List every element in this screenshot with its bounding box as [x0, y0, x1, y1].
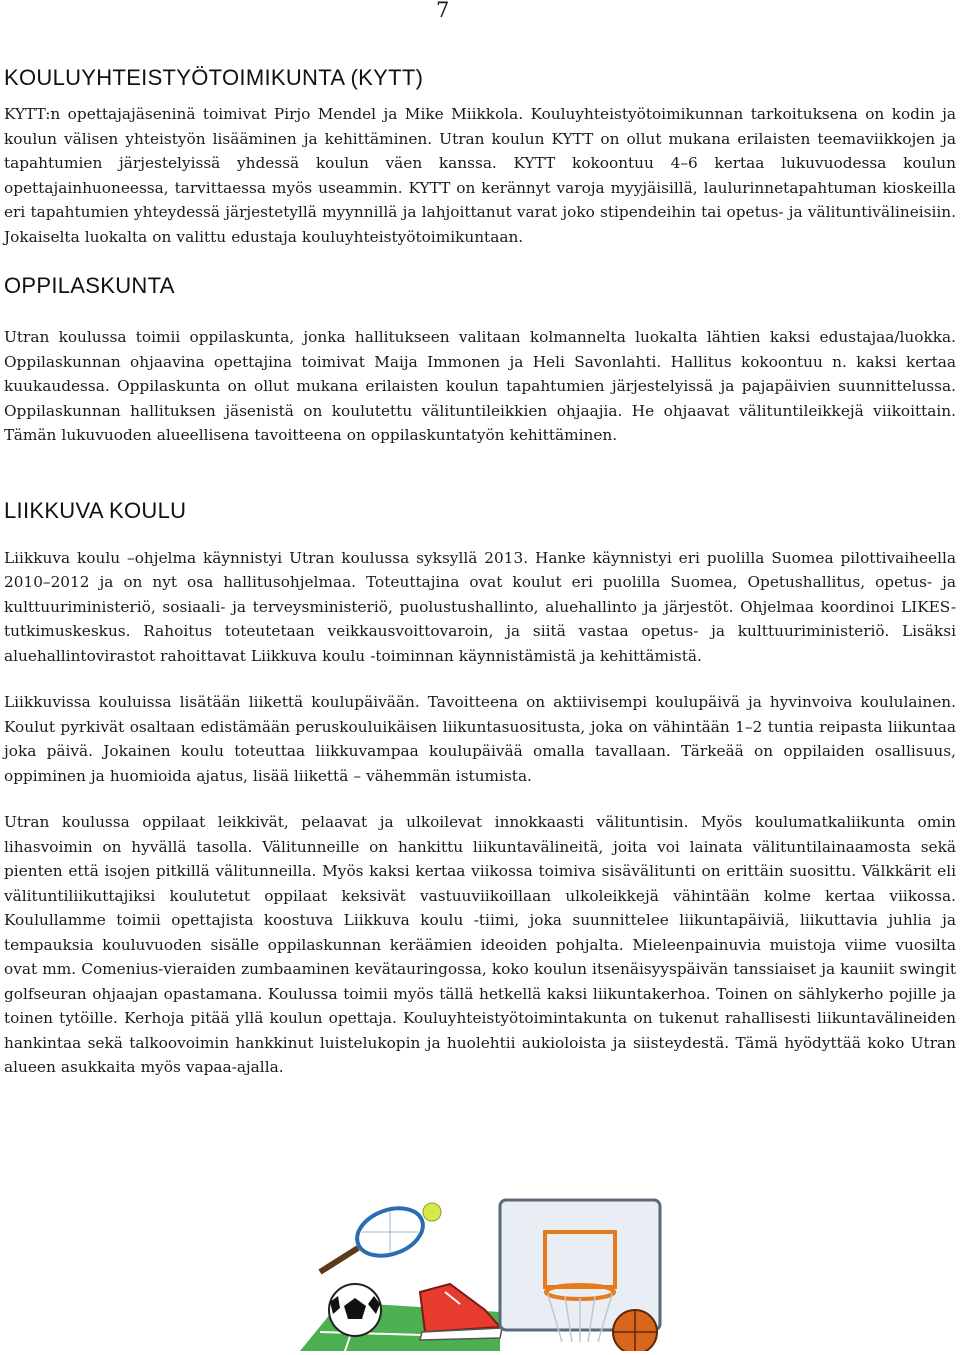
- document-body: [4, 60, 956, 1080]
- soccer-ball-icon: [329, 1284, 381, 1336]
- liikkuva-paragraph-3: Utran koulussa oppilaat leikkivät, pelaavat ja ulkoilevat innokkaasti välituntisin. Myös koulumatkaliikunta omin lihasvoimin on hyvällä tasolla. Välitunneille on hankittu liikuntavälineitä, joita voi lainata välituntilainaamosta sekä pienten että isojen pitkillä välitunneilla. Myös kaksi kertaa viikossa toimiva sisävälitunti on erittäin suosittu. Välkkärit eli välituntiliikuttajiksi koulutetut oppilaat keksivät vastuuviikoillaan ulkoleikkejä vähintään kolme kertaa viikossa. Koulullamme toimii opettajista koostuva Liikkuva koulu -tiimi, joka suunnittelee liikuntapäiviä, liikuttavia juhlia ja tempauksia kouluvuoden sisälle oppilaskunnan keräämien ideoiden pohjalta. Mieleenpainuvia muistoja viime vuosilta ovat mm. Comenius-vieraiden zumbaaminen kevätauringossa, koko koulun itsenäisyyspäivän tanssiaiset ja kauniit swingit golfseuran ohjaajan opastamana. Koulussa toimii myös tällä hetkellä kaksi liikuntakerhoa. Toinen on sählykerho pojille ja toinen tytöille. Kerhoja pitää yllä koulun opettaja. Kouluyhteistyötoimintakunta on tukenut rahallisesti liikuntavälineiden hankintaa sekä talkoovoimin hankkinut luistelukopin ja huolehtii aukioloista ja siisteydestä. Tämä hyödyttää koko Utran alueen asukkaita myös vapaa-ajalla.: [4, 813, 956, 1076]
- sports-clipart: [300, 1192, 670, 1351]
- tennis-racket-icon: [320, 1200, 441, 1272]
- page-number: 7: [436, 0, 450, 22]
- oppilaskunta-paragraph: Utran koulussa toimii oppilaskunta, jonka hallitukseen valitaan kolmannelta luokalta lähtien kaksi edustajaa/luokka. Oppilaskunnan ohjaavina opettajina toimivat Maija Immonen ja Heli Savonlahti. Hallitus kokoontuu n. kaksi kertaa kuukaudessa. Oppilaskunta on ollut mukana erilaisten koulun tapahtumien järjestelyissä ja pajapäivien suunnittelussa. Oppilaskunnan hallituksen jäsenistä on koulutettu välituntileikkien ohjaajia. He ohjaavat välituntileikkejä viikoittain. Tämän lukuvuoden alueellisena tavoitteena on oppilaskuntatyön kehittäminen.: [4, 328, 956, 444]
- section-oppilaskunta: [4, 273, 956, 448]
- kytt-paragraph: KYTT:n opettajajäseninä toimivat Pirjo Mendel ja Mike Miikkola. Kouluyhteistyötoimikunnan tarkoituksena on kodin ja koulun välisen yhteistyön lisääminen ja kehittäminen. Utran koulun KYTT on ollut mukana erilaisten teemaviikkojen ja tapahtumien järjestelyissä yhdessä koulun väen kanssa. KYTT kokoontuu 4–6 kertaa lukuvuodessa koulun opettajainhuoneessa, tarvittaessa myös useammin. KYTT on kerännyt varoja myyjäisillä, laulurinnetapahtuman kioskeilla eri tapahtumien yhteydessä järjestetyllä myynnillä ja lahjoittanut varat joko stipendeihin tai opetus- ja välituntivälineisiin. Jokaiselta luokalta on valittu edustaja kouluyhteistyötoimikuntaan.: [4, 105, 956, 246]
- liikkuva-paragraph-2: Liikkuvissa kouluissa lisätään liikettä koulupäivään. Tavoitteena on aktiivisempi koulupäivä ja hyvinvoiva koululainen. Koulut pyrkivät osaltaan edistämään peruskouluikäisen liikuntasuositusta, joka on vähintään 1–2 tuntia reipasta liikuntaa joka päivä. Jokainen koulu toteuttaa liikkuvampaa koulupäivää omalla tavallaan. Tärkeää on oppilaiden osallisuus, oppiminen ja huomioida ajatus, lisää liikettä – vähemmän istumista.: [4, 693, 956, 785]
- liikkuva-koulu-heading: LIIKKUVA KOULU: [4, 497, 187, 523]
- section-kytt: [4, 65, 956, 249]
- section-liikkuva-koulu: [4, 498, 956, 1080]
- sports-illustration: [300, 1192, 670, 1351]
- kytt-heading: KOULUYHTEISTYÖTOIMIKUNTA (KYTT): [4, 65, 424, 90]
- liikkuva-paragraph-1: Liikkuva koulu –ohjelma käynnistyi Utran koulussa syksyllä 2013. Hanke käynnistyi eri puolilla Suomea pilottivaiheella 2010–2012 ja on nyt osa hallitusohjelmaa. Toteuttajina ovat koulut eri puolilla Suomea, Opetushallitus, opetus- ja kulttuuriministeriö, sosiaali- ja terveysministeriö, puolustushallinto, aluehallinto ja järjestöt. Ohjelmaa koordinoi LIKES-tutkimuskeskus. Rahoitus toteutetaan veikkausvoittovaroin, ja siitä vastaa opetus- ja kulttuuriministeriö. Lisäksi aluehallintovirastot rahoittavat Liikkuva koulu -toiminnan käynnistämistä ja kehittämistä.: [4, 548, 956, 665]
- basketball-icon: [613, 1310, 657, 1351]
- oppilaskunta-heading: OPPILASKUNTA: [4, 273, 175, 298]
